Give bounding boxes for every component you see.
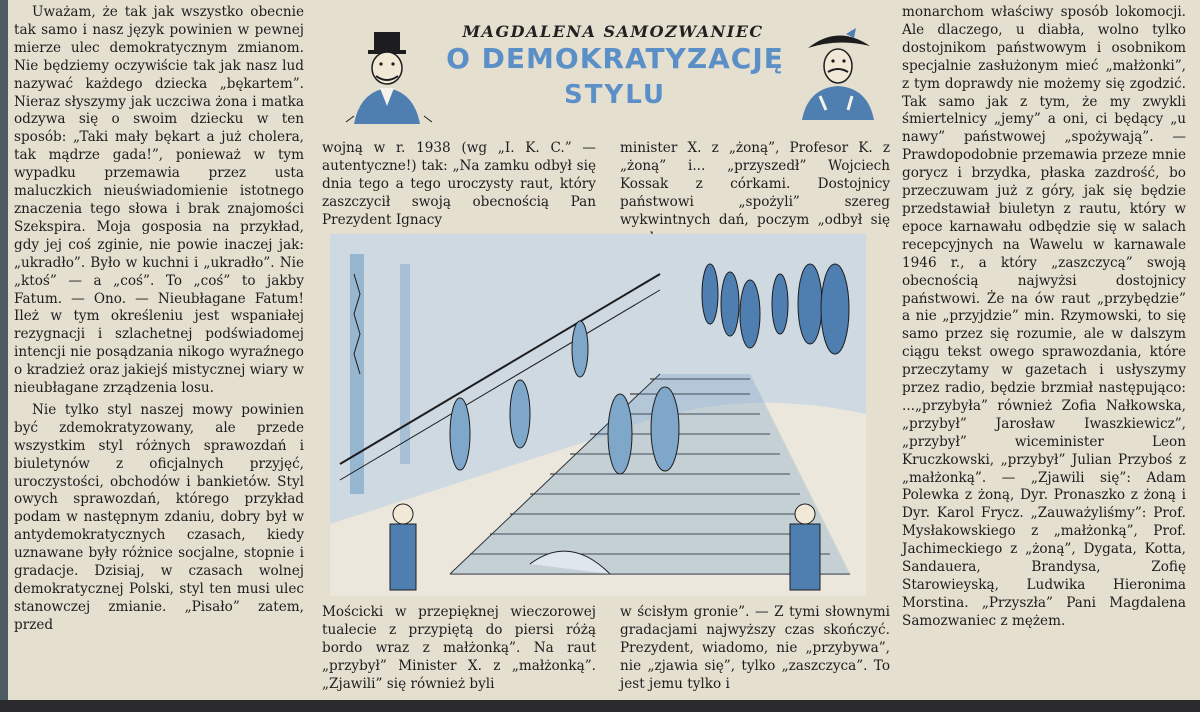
caricature-bicorne-hat-icon bbox=[790, 26, 886, 122]
column2-upper-text: wojną w r. 1938 (wg „I. K. C.” — autentyczne!) tak: „Na zamku odbył się dnia tego a tego uroczysty raut, który zaszczycił swoją obecnością Pan Prezydent Ignacy bbox=[322, 140, 596, 228]
article-column-2-upper bbox=[322, 140, 596, 230]
author-name: MAGDALENA SAMOZWANIEC bbox=[462, 22, 764, 41]
page-bottom-edge bbox=[0, 700, 1200, 712]
column1-paragraph-2: Nie tylko styl naszej mowy powinien być zdemokratyzowany, ale przede wszystkim styl różnych sprawozdań i biuletynów z oficjalnych przyjęć, uroczystości, obchodów i bankietów. Styl owych sprawozdań, którego przykład podam w następnym zdaniu, dobry był w antydemokratycznych czasach, kiedy uznawane były różnice socjalne, stopnie i gradacje. Dzisiaj, w czasach wolnej demokratycznej Polski, styl ten musi ulec stanowczej zmianie. „Pisało” zatem, przed bbox=[14, 401, 304, 633]
column2-lower-text: Mościcki w przepięknej wieczorowej tualecie z przypiętą do piersi różą bordo wraz z małżonką”. Na raut „przybył” Minister X. z „małżonką”. „Zjawili” się również byli bbox=[322, 604, 596, 692]
article-title-line-1: O DEMOKRATYZACJĘ bbox=[446, 42, 784, 75]
article-column-2-lower bbox=[322, 604, 596, 694]
column1-paragraph-1: Uważam, że tak jak wszystko obecnie tak samo i nasz język powinien w pewnej mierze ulec demokratycznym zmianom. Nie będziemy oczywiście tak jak nasz lud nazywać każdego dziecka „bękartem”. Nieraz słyszymy jak uczciwa żona i matka odzywa się o swoim dziecku w ten sposób: „Taki mały bękart a już cholera, tak mądrze gada!”, ponieważ w tym wypadku przemawia przez usta maluczkich nieuświadomienie istotnego znaczenia tego słowa i brak znajomości Szekspira. Moja gosposia na przykład, gdy jej coś zginie, nie powie inaczej jak: „ukradło”. Było w kuchni i „ukradło”. Nie „ktoś” — a „coś”. To „coś” to jakby Fatum. — Ono. — Nieubłagane Fatum! Ileż w tym określeniu jest wspaniałej rezygnacji i szlachetnej podświadomej intencji nie posądzania nikogo wyraźnego o kradzież oraz jakiejś mistycznej wiary w nieubłagane zrządzenia losu. bbox=[14, 4, 304, 397]
article-column-3-lower bbox=[620, 604, 890, 694]
column3-lower-text: w ścisłym gronie”. — Z tymi słownymi gradacjami najwyższy czas skończyć. Prezydent, wiadomo, nie „przybywa”, nie „zjawia się”, tylko „zaszczyca”. To jest jemu tylko i bbox=[620, 604, 890, 692]
staircase-reception-illustration-icon bbox=[330, 234, 866, 596]
column4-text: monarchom właściwy sposób lokomocji. Ale dlaczego, u diabła, wolno tylko dostojnikom państwowym i osobnikom specjalnie zasłużonym mieć „małżonki”, z tym doprawdy nie możemy się zgodzić. Tak samo jak z tym, że my zwykli śmiertelnicy „jemy” a oni, ci będący „u nawy” państwowej „spożywają”. — Prawdopodobnie przemawia przeze mnie gorycz i brzydka, płaska zazdrość, bo przeczuwam już z góry, jak się będzie przedstawiał biuletyn z rautu, który w epoce karnawału odbędzie się w salach recepcyjnych na Wawelu w karnawale 1946 r., a który „zaszczycą” swoją obecnością najwyżsi dostojnicy państwowi. Że na ów raut „przybędzie” a nie „przyjdzie” min. Rzymowski, to się samo przez się rozumie, ale w dalszym ciągu tekst owego sprawozdania, które przeczytamy w gazetach i usłyszymy przez radio, będzie brzmiał następująco: ...„przybyła” również Zofia Nałkowska, „przybył” Jarosław Iwaszkiewicz”, „przybył” wiceminister Leon Kruczkowski, „przybył” Julian Przyboś z „małżonką”. — „Zjawili się”: Adam Polewka z żoną, Dyr. Pronaszko z żoną i Dyr. Karol Frycz. „Zauważyliśmy”: Prof. Mysłakowskiego z „małżonką”, Prof. Jachimeckiego z „żoną”, Dygata, Kotta, Sandauera, Brandysa, Zofię Starowieyską, Ludwika Hieronima Morstina. „Przyszła” Pani Magdalena Samozwaniec z mężem. bbox=[902, 4, 1186, 629]
article-column-1 bbox=[14, 4, 304, 635]
page-left-edge bbox=[0, 0, 8, 712]
article-column-4 bbox=[902, 4, 1186, 631]
caricature-top-hat-icon bbox=[340, 30, 436, 126]
article-title-line-2: STYLU bbox=[563, 80, 667, 110]
article-column-3-upper bbox=[620, 140, 890, 247]
column3-upper-text: minister X. z „żoną”, Profesor K. z „żoną” i... „przyszedł” Wojciech Kossak z córkami. Dostojnicy państwowi „spożyli” szereg wykwintnych dań, poczym „odbył się bbox=[620, 140, 890, 228]
